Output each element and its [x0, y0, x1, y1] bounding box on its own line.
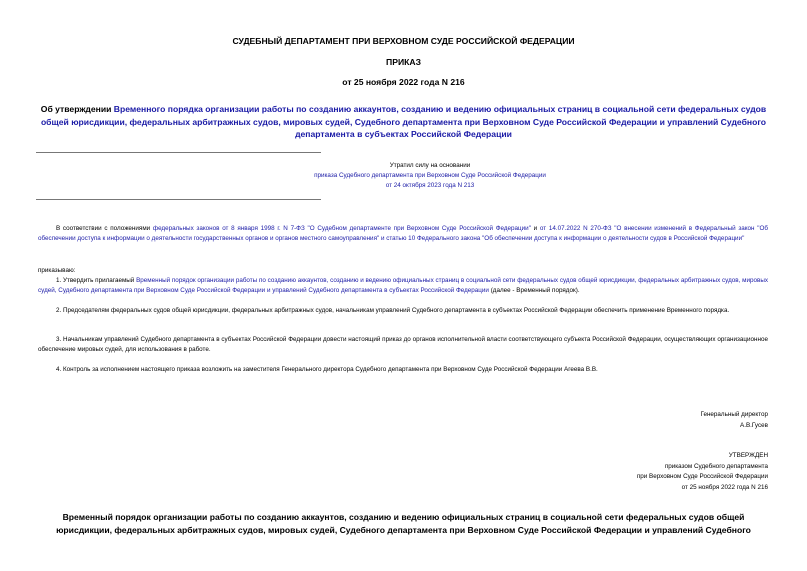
status-link[interactable]: приказа Судебного департамента при Верховном Суде Российской Федерации	[314, 172, 546, 179]
status-line-1: Утратил силу на основании	[389, 162, 471, 169]
item-1	[38, 276, 768, 296]
item-3: 3. Начальникам управлений Судебного департамента в субъектах Российской Федерации довести настоящий приказ до органов исполнительной власти соответствующего субъекта Российской Федерации, осуществляющих организационное обеспечение мировых судей, для использования в работе.	[38, 336, 768, 353]
signature-name: А.В.Гусев	[740, 421, 768, 429]
signature-block	[450, 410, 768, 431]
order-title	[36, 103, 771, 141]
preamble-paragraph	[38, 224, 768, 244]
appendix-title: Временный порядок организации работы по созданию аккаунтов, созданию и ведению официальных страниц в социальной сети федеральных судов общей юрисдикции, федеральных арбитражных судов, мировых судей, Судебного департамента при Верховном Суде Российской Федерации и управлений Судебного	[56, 512, 751, 535]
divider-top	[36, 152, 321, 153]
item-1-text-2: (далее - Временный порядок).	[488, 287, 580, 294]
preamble-text-1: В соответствии с положениями	[56, 225, 153, 232]
status-note	[230, 161, 630, 191]
approved-line-2: при Верховном Суде Российской Федерации	[636, 473, 768, 480]
title-link[interactable]: Временного порядка организации работы по созданию аккаунтов, созданию и ведению официальных страниц в социальной сети федеральных судов общей юрисдикции, федеральных арбитражных судов, мировых судей, Судебного департамента при Верховном Суде Российской Федерации и управлений Судебного департамента в субъектах Российской Федерации	[40, 104, 767, 139]
title-prefix: Об утверждении	[40, 104, 114, 114]
item-2: 2. Председателям федеральных судов общей юрисдикции, федеральных арбитражных судов, начальникам управлений Судебного департамента в субъектах Российской Федерации обеспечить применение Временного порядка.	[56, 307, 730, 314]
divider-bottom	[36, 199, 321, 200]
preamble-law-link-1[interactable]: федеральных законов от 8 января 1998 г. N 7-ФЗ "О Судебном департаменте при Верховном Суде Российской Федерации"	[152, 225, 531, 232]
approved-block	[450, 451, 768, 493]
preamble-text-2: и	[530, 225, 540, 232]
approved-word: УТВЕРЖДЕН	[728, 452, 768, 459]
signature-position: Генеральный директор	[700, 411, 768, 418]
item-1-text-1: 1. Утвердить прилагаемый	[56, 277, 137, 284]
date-number-heading: от 25 ноября 2022 года N 216	[342, 77, 465, 87]
doc-type-heading: ПРИКАЗ	[386, 57, 421, 67]
approved-line-1: приказом Судебного департамента	[664, 462, 768, 470]
department-heading: СУДЕБНЫЙ ДЕПАРТАМЕНТ ПРИ ВЕРХОВНОМ СУДЕ РОССИЙСКОЙ ФЕДЕРАЦИИ	[232, 36, 575, 46]
preamble-law-link-2[interactable]: от 14.07.2022 N 270-ФЗ "О внесении изменений в Федеральный закон "Об обеспечении доступа к информации о деятельности государственных органов и органов местного самоуправления" и статью 10 Федерального закона "Об обеспечении доступа к информации о деятельности судов в Российской Федерации"	[38, 225, 768, 242]
status-link-date[interactable]: от 24 октября 2023 года N 213	[385, 182, 475, 189]
item-1-link[interactable]: Временный порядок организации работы по созданию аккаунтов, созданию и ведению официальных страниц в социальной сети федеральных судов общей юрисдикции, федеральных арбитражных судов, мировых судей, Судебного департамента при Верховном Суде Российской Федерации и управлений Судебного департамента в субъектах Российской Федерации	[38, 277, 768, 294]
approved-line-3: от 25 ноября 2022 года N 216	[681, 483, 768, 491]
order-word: приказываю:	[38, 267, 76, 274]
item-4: 4. Контроль за исполнением настоящего приказа возложить на заместителя Генерального директора Судебного департамента при Верховном Суде Российской Федерации Агеева В.В.	[56, 366, 598, 373]
